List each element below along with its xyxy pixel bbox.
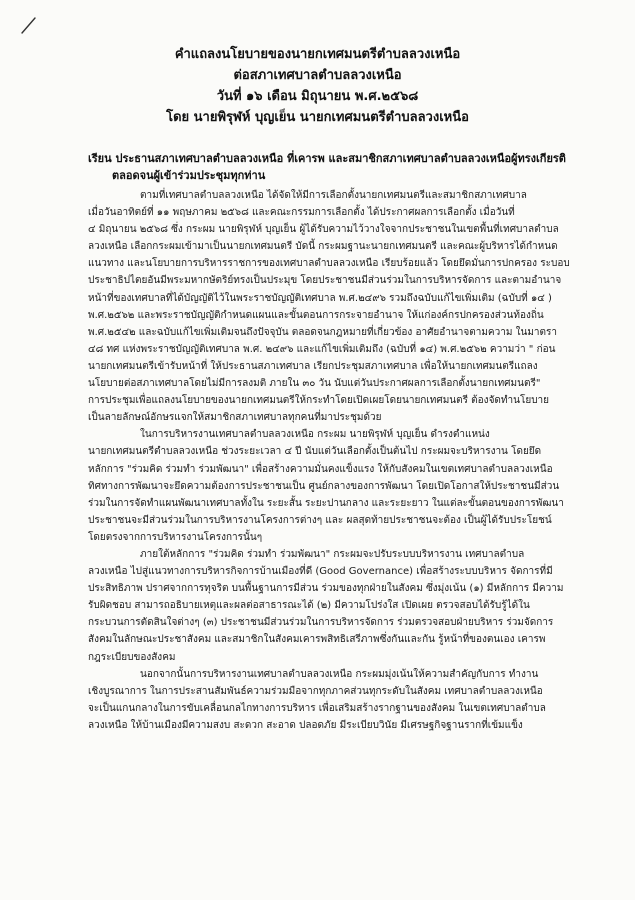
pen-stroke-mark (18, 14, 40, 36)
document-body (88, 187, 588, 734)
paragraph-line: นายกเทศมนตรีเข้ารับหน้าที่ ให้ประธานสภาเทศบาล เรียกประชุมสภาเทศบาล เพื่อให้นายกเทศมนตรีแถลง (88, 360, 538, 372)
paragraph-line: หลักการ "ร่วมคิด ร่วมทำ ร่วมพัฒนา" เพื่อสร้างความมั่นคงแข็งแรง ให้กับสังคมในเขตเทศบาลตำบลลวงเหนือ (88, 463, 553, 475)
paragraph-line: กระบวนการตัดสินใจต่างๆ (๓) ประชาชนมีส่วนร่วมในการบริหารจัดการ ร่วมตรวจสอบฝ่ายบริหาร ร่วมจัดการ (88, 617, 554, 629)
paragraph-line: ๔ มิถุนายน ๒๕๖๘ ซึ่ง กระผม นายพิรุฬห์ บุญเย็น ผู้ได้รับความไว้วางใจจากประชาชนในเขตพื้นที่เทศบาลตำบล (88, 224, 559, 236)
salutation-line: ตลอดจนผู้เข้าร่วมประชุมทุกท่าน (112, 169, 266, 182)
paragraph-line: นายกเทศมนตรีตำบลลวงเหนือ ช่วงระยะเวลา ๔ ปี นับแต่วันเลือกตั้งเป็นต้นไป กระผมจะบริหารงาน โดยยึด (88, 446, 542, 458)
paragraph-line: โดยตรงจากการบริหารงานโครงการนั้นๆ (88, 531, 263, 543)
paragraph-line: ลวงเหนือ เลือกกระผมเข้ามาเป็นนายกเทศมนตรี บัดนี้ กระผมฐานะนายกเทศมนตรี และคณะผู้บริหารได้กำหนด (88, 241, 558, 253)
paragraph-line: ร่วมในการจัดทำแผนพัฒนาเทศบาลทั้งใน ระยะสั้น ระยะปานกลาง และระยะยาว ในแต่ละขั้นตอนของการพัฒนา (88, 497, 564, 509)
paragraph-line: ในการบริหารงานเทศบาลตำบลลวงเหนือ กระผม นายพิรุฬห์ บุญเย็น ดำรงตำแหน่ง (140, 429, 490, 441)
paragraph-line: สังคมในลักษณะประชาสังคม และสมาชิกในสังคมเคารพสิทธิเสรีภาพซึ่งกันและกัน รู้หน้าที่ของตนเอง เคารพ (88, 634, 546, 646)
paragraph-line: เมื่อวันอาทิตย์ที่ ๑๑ พฤษภาคม ๒๕๖๘ และคณะกรรมการเลือกตั้ง ได้ประกาศผลการเลือกตั้ง เมื่อวันที่ (88, 207, 515, 219)
paragraph-line: จะเป็นแกนกลางในการขับเคลื่อนกลไกทางการบริหาร เพื่อเสริมสร้างรากฐานของสังคม ในเขตเทศบาลตำบล (88, 702, 546, 714)
paragraph-line: ภายใต้หลักการ "ร่วมคิด ร่วมทำ ร่วมพัฒนา" กระผมจะปรับระบบบริหารงาน เทศบาลตำบล (140, 548, 525, 560)
paragraph (88, 426, 588, 546)
paragraph-line: นอกจากนั้นการบริหารงานเทศบาลตำบลลวงเหนือ กระผมมุ่งเน้นให้ความสำคัญกับการ ทำงาน (140, 668, 539, 680)
salutation-line: เรียน ประธานสภาเทศบาลตำบลลวงเหนือ ที่เคารพ และสมาชิกสภาเทศบาลตำบลลวงเหนือผู้ทรงเกียรติ (88, 152, 566, 165)
paragraph-line: เชิงบูรณาการ ในการประสานสัมพันธ์ความร่วมมือจากทุกภาคส่วนทุกระดับในสังคม เทศบาลตำบลลวงเหนือ (88, 685, 543, 697)
paragraph-line: ประชาชนจะมีส่วนร่วมในการบริหารงานโครงการต่างๆ และ ผลสุดท้ายประชาชนจะต้อง เป็นผู้ได้รับประโยชน์ (88, 514, 552, 526)
paragraph-line: หน้าที่ของเทศบาลที่ได้บัญญัติไว้ในพระราชบัญญัติเทศบาล พ.ศ.๒๔๙๖ รวมถึงฉบับแก้ไขเพิ่มเติม (ฉบับที่ ๑๔ ) (88, 292, 552, 304)
paragraph-line: ลวงเหนือ ไปสู่แนวทางการบริหารกิจการบ้านเมืองที่ดี (Good Governance) เพื่อสร้างระบบบริหาร จัดการที่มี (88, 566, 553, 578)
paragraph-line: ลวงเหนือ ให้บ้านเมืองมีความสงบ สะดวก สะอาด ปลอดภัย มีระเบียบวินัย มีเศรษฐกิจฐานรากที่เข้มแข็ง (88, 719, 523, 731)
paragraph-line: พ.ศ.๒๕๔๒ และฉบับแก้ไขเพิ่มเติมจนถึงปัจจุบัน ตลอดจนกฎหมายที่เกี่ยวข้อง อาศัยอำนาจตามความ ในมาตรา (88, 326, 558, 338)
paragraph (88, 187, 588, 426)
paragraph (88, 546, 588, 666)
paragraph-line: พ.ศ.๒๕๖๒ และพระราชบัญญัติกำหนดแผนและขั้นตอนการกระจายอำนาจ ให้แก่องค์กรปกครองส่วนท้องถิ่น (88, 309, 544, 321)
paragraph-line: ๔๘ ทศ แห่งพระราชบัญญัติเทศบาล พ.ศ. ๒๔๙๖ และแก้ไขเพิ่มเติมถึง (ฉบับที่ ๑๔) พ.ศ.๒๕๖๒ ความว่า " ก่อน (88, 343, 556, 355)
document-title (0, 44, 635, 128)
paragraph-line: นโยบายต่อสภาเทศบาลโดยไม่มีการลงมติ ภายใน ๓๐ วัน นับแต่วันประกาศผลการเลือกตั้งนายกเทศมนตรี" (88, 378, 541, 390)
paragraph-line: ประสิทธิภาพ ปราศจากการทุจริต บนพื้นฐานการมีส่วน ร่วมของทุกฝ่ายในสังคม ซึ่งมุ่งเน้น (๑) มีหลักการ มีความ (88, 583, 564, 595)
paragraph-line: แนวทาง และนโยบายการบริหารราชการของเทศบาลตำบลลวงเหนือ เรียบร้อยแล้ว โดยยึดมั่นการปกครอง ระบอบ (88, 258, 570, 270)
title-line: วันที่ ๑๖ เดือน มิถุนายน พ.ศ.๒๕๖๘ (216, 89, 419, 104)
paragraph-line: เป็นลายลักษณ์อักษรแจกให้สมาชิกสภาเทศบาลทุกคนที่มาประชุมด้วย (88, 412, 382, 424)
paragraph-line: กฎระเบียบของสังคม (88, 651, 176, 663)
title-line: คำแถลงนโยบายของนายกเทศมนตรีตำบลลวงเหนือ (174, 47, 461, 62)
paragraph-line: ตามที่เทศบาลตำบลลวงเหนือ ได้จัดให้มีการเลือกตั้งนายกเทศมนตรีและสมาชิกสภาเทศบาล (140, 190, 527, 201)
paragraph (88, 666, 588, 734)
title-line: ต่อสภาเทศบาลตำบลลวงเหนือ (233, 68, 402, 83)
paragraph-line: การประชุมเพื่อแถลงนโยบายของนายกเทศมนตรีให้กระทำโดยเปิดเผยโดยนายกเทศมนตรี ต้องจัดทำนโยบาย (88, 395, 550, 407)
paragraph-line: ทิศทางการพัฒนาจะยึดความต้องการประชาชนเป็น ศูนย์กลางของการพัฒนา โดยเปิดโอกาสให้ประชาชนมีส่วน (88, 480, 560, 492)
title-line: โดย นายพิรุฬห์ บุญเย็น นายกเทศมนตรีตำบลลวงเหนือ (166, 110, 469, 125)
paragraph-line: รับผิดชอบ สามารถอธิบายเหตุและผลต่อสาธารณะได้ (๒) มีความโปร่งใส เปิดเผย ตรวจสอบได้รับรู้ได้ใน (88, 600, 530, 612)
paragraph-line: ประชาธิปไตยอันมีพระมหากษัตริย์ทรงเป็นประมุข โดยประชาชนมีส่วนร่วมในการบริหารจัดการ และตามอำนาจ (88, 275, 562, 287)
salutation (88, 150, 578, 184)
